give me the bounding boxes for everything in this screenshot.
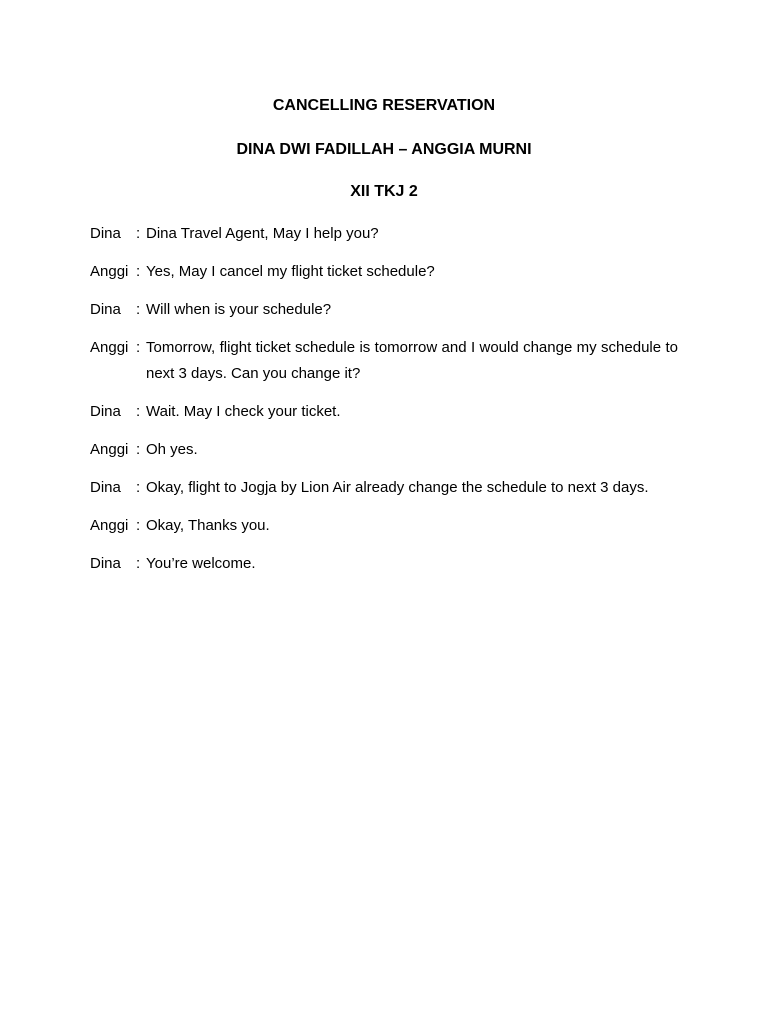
speaker-colon: : — [136, 403, 141, 420]
dialogue-text: Okay, Thanks you. — [146, 517, 270, 534]
speaker-name: Dina — [90, 479, 121, 496]
dialogue-line — [90, 259, 678, 285]
dialogue-line — [90, 297, 678, 323]
dialogue-line — [90, 437, 678, 463]
dialogue-text: Tomorrow, flight ticket schedule is tomorrow and I would change my schedule to next 3 days. Can you change it? — [146, 339, 678, 382]
speaker-name: Dina — [90, 225, 121, 242]
speaker-colon: : — [136, 479, 141, 496]
speaker-colon: : — [136, 225, 141, 242]
dialogue-text: Dina Travel Agent, May I help you? — [146, 225, 379, 242]
speaker-colon: : — [136, 555, 141, 572]
speaker-name: Dina — [90, 301, 121, 318]
document-class: XII TKJ 2 — [350, 183, 418, 200]
dialogue-text: Okay, flight to Jogja by Lion Air already change the schedule to next 3 days. — [146, 479, 649, 496]
dialogue-line — [90, 399, 678, 425]
speaker-name: Anggi — [90, 263, 129, 280]
dialogue-line — [90, 221, 678, 247]
dialogue-line — [90, 475, 678, 501]
dialogue-line — [90, 513, 678, 539]
speaker-name: Anggi — [90, 339, 129, 356]
dialogue-text: You’re welcome. — [146, 555, 256, 572]
speaker-name: Dina — [90, 403, 121, 420]
speaker-colon: : — [136, 301, 141, 318]
speaker-colon: : — [136, 339, 141, 356]
speaker-name: Anggi — [90, 517, 129, 534]
speaker-name: Anggi — [90, 441, 129, 458]
dialogue-line — [90, 335, 678, 387]
dialogue-text: Wait. May I check your ticket. — [146, 403, 341, 420]
speaker-colon: : — [136, 263, 141, 280]
speaker-name: Dina — [90, 555, 121, 572]
document-title: CANCELLING RESERVATION — [272, 97, 496, 114]
dialogue-line — [90, 551, 678, 577]
speaker-colon: : — [136, 441, 141, 458]
dialogue-text: Oh yes. — [146, 441, 198, 458]
dialogue-text: Will when is your schedule? — [146, 301, 332, 318]
speaker-colon: : — [136, 517, 141, 534]
document-authors: DINA DWI FADILLAH – ANGGIA MURNI — [236, 141, 532, 158]
dialogue-text: Yes, May I cancel my flight ticket schedule? — [146, 263, 435, 280]
dialogue-list — [90, 221, 678, 589]
